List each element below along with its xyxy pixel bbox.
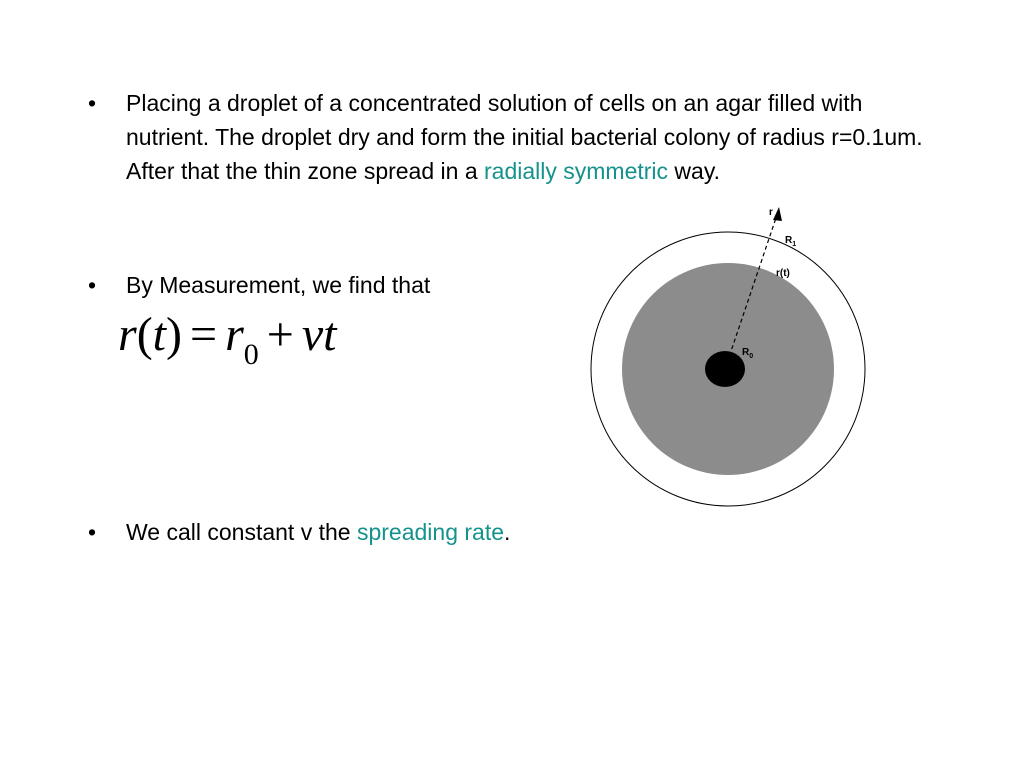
formula-lhs-arg: t <box>152 308 167 361</box>
bullet-symbol: • <box>88 272 97 298</box>
label-r: r <box>769 207 773 218</box>
bullet-text <box>126 515 926 549</box>
formula-vt: vt <box>301 308 337 361</box>
highlight-radially-symmetric: radially symmetric <box>484 158 669 184</box>
label-r1-sub: 1 <box>792 241 797 248</box>
bullet-symbol: • <box>88 519 97 545</box>
bullet-text-before: We call constant v the <box>126 519 357 545</box>
bullet-text: By Measurement, we find that <box>126 272 431 298</box>
formula-lhs-open: ( <box>136 308 153 361</box>
label-rt: r(t) <box>776 268 790 279</box>
bullet-spreading-rate <box>88 515 926 549</box>
formula-lhs-close: ) <box>166 308 182 361</box>
bullet-text-after: . <box>504 519 511 545</box>
label-r0-main: R <box>742 347 750 358</box>
formula-r0-sub: 0 <box>243 338 259 371</box>
formula-equals: = <box>190 308 218 361</box>
colony-diagram-svg <box>585 195 870 515</box>
bullet-text-after: way. <box>668 158 721 184</box>
formula-r-of-t <box>118 305 336 371</box>
radius-arrow-head <box>773 207 782 221</box>
label-r1-main: R <box>785 235 793 246</box>
label-r0-sub: 0 <box>749 353 754 360</box>
colony-diagram <box>585 195 870 515</box>
bullet-text-before: Placing a droplet of a concentrated solution of cells on an agar filled with nutrient. The droplet dry and form the initial bacterial colony of radius r=0.1um. After that the thin zone spread in a <box>126 90 923 184</box>
bullet-symbol: • <box>88 90 97 116</box>
formula-plus: + <box>266 308 294 361</box>
formula-r0-var: r <box>225 308 244 361</box>
bullet-text <box>126 86 926 188</box>
bullet-placing-droplet <box>88 86 926 188</box>
formula-lhs-var: r <box>118 308 137 361</box>
highlight-spreading-rate: spreading rate <box>356 519 505 545</box>
